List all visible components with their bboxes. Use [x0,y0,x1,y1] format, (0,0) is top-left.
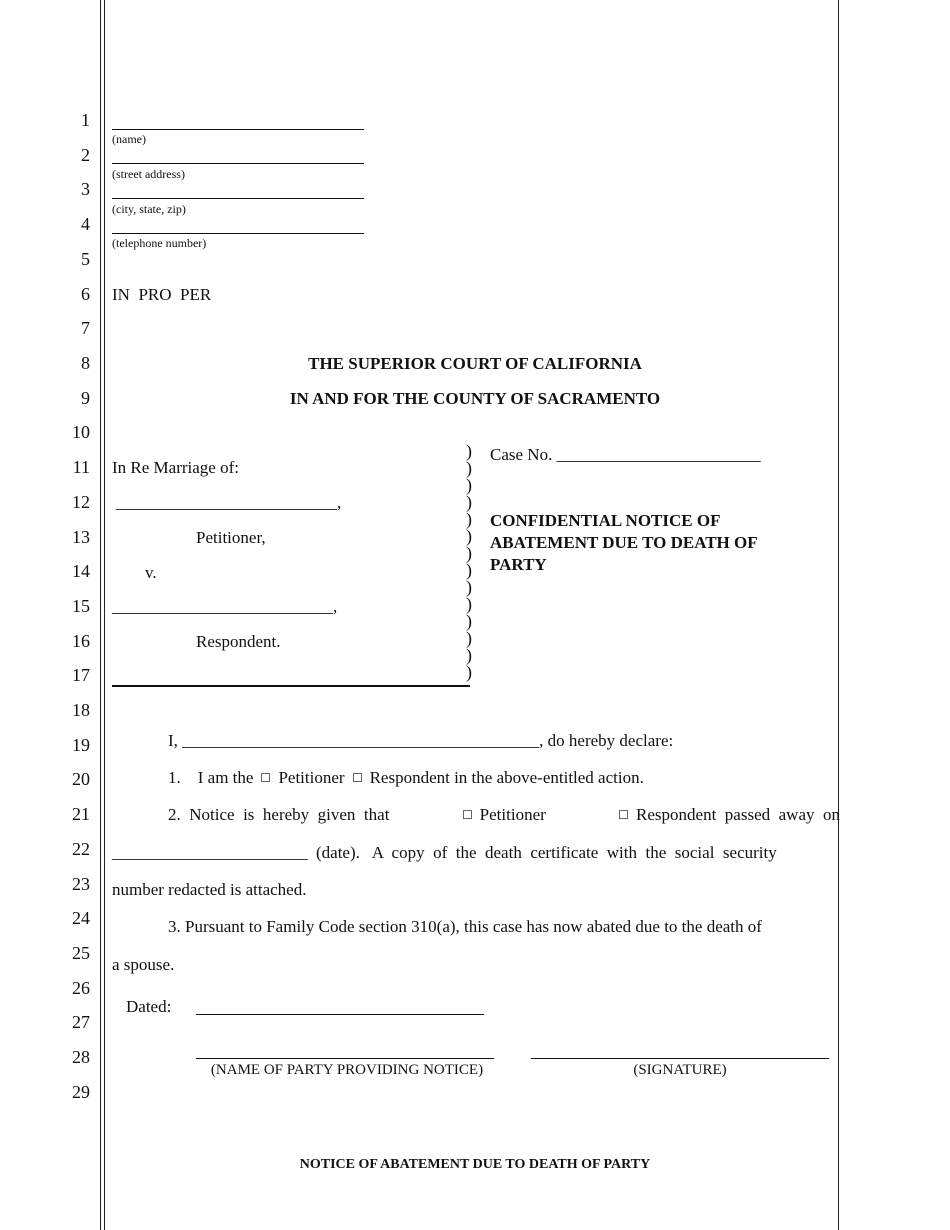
line-number: 5 [81,249,90,269]
party-name-line[interactable] [196,1058,494,1059]
item-1-petitioner: Petitioner [278,768,345,787]
line-number: 4 [81,214,90,234]
item-3-continued: a spouse. [112,955,175,974]
name-line[interactable] [112,129,364,130]
deceased-respondent-checkbox[interactable] [619,810,628,819]
respondent-checkbox[interactable] [353,773,362,782]
line-number: 7 [81,318,90,338]
deceased-petitioner-checkbox[interactable] [463,810,472,819]
caption-paren: ) [466,492,472,512]
item-1 [168,768,644,788]
telephone-label: (telephone number) [112,236,207,250]
line-number: 15 [72,596,90,616]
line-number: 20 [72,769,90,789]
line-number: 6 [81,284,90,304]
declarant-suffix: , do hereby declare: [539,731,674,750]
signature-label: (SIGNATURE) [633,1062,727,1078]
margin-line-left-outer [100,0,101,1230]
dated-label: Dated: [126,997,172,1016]
item-2-text: 2. Notice is hereby given that [168,805,390,824]
footer-title: NOTICE OF ABATEMENT DUE TO DEATH OF PARTY [299,1157,651,1172]
telephone-line[interactable] [112,233,364,234]
caption-paren: ) [466,441,472,461]
in-re-marriage: In Re Marriage of: [112,458,239,477]
line-number: 3 [81,179,90,199]
petitioner-label: Petitioner, [196,528,266,547]
caption-paren: ) [466,594,472,614]
caption-paren: ) [466,560,472,580]
item-2 [168,805,840,825]
name-label: (name) [112,132,146,146]
line-number: 9 [81,388,90,408]
caption-paren: ) [466,645,472,665]
in-pro-per: IN PRO PER [112,285,212,304]
line-number: 1 [81,110,90,130]
street-address-line[interactable] [112,163,364,164]
city-state-zip-label: (city, state, zip) [112,202,186,216]
item-2-respondent-option: Respondent passed away on [611,805,840,825]
item-1-prefix: 1. I am the [168,768,254,787]
declarant-name-blank[interactable]: __________________________________________ [182,731,540,750]
line-number: 19 [72,735,90,755]
item-3: 3. Pursuant to Family Code section 310(a), this case has now abated due to the death of [168,917,762,936]
party-name-label: (NAME OF PARTY PROVIDING NOTICE) [210,1062,484,1078]
line-number: 11 [72,457,90,477]
date-signed-line[interactable] [196,1014,484,1015]
line-number: 10 [72,422,90,442]
item-2-date-line[interactable]: _______________________ (date). A copy of the death certificate with the social security [112,843,777,862]
caption-paren: ) [466,662,472,682]
street-address-label: (street address) [112,167,185,181]
respondent-label: Respondent. [196,632,281,651]
line-number: 17 [72,665,90,685]
caption-paren: ) [466,543,472,563]
margin-line-left-inner [104,0,105,1230]
caption-paren: ) [466,475,472,495]
line-number: 8 [81,353,90,373]
item-2-petitioner-option: Petitioner [455,805,546,825]
line-number: 2 [81,145,90,165]
caption-paren: ) [466,509,472,529]
caption-paren: ) [466,577,472,597]
signature-line[interactable] [531,1058,829,1059]
caption-bottom-rule [112,685,470,687]
respondent-name-blank[interactable]: __________________________, [112,597,338,616]
city-state-zip-line[interactable] [112,198,364,199]
caption-paren: ) [466,458,472,478]
line-number: 29 [72,1082,90,1102]
line-number: 14 [72,561,90,581]
line-number: 25 [72,943,90,963]
line-number: 23 [72,874,90,894]
case-number[interactable]: Case No. ________________________ [490,445,761,464]
petitioner-checkbox[interactable] [261,773,270,782]
line-number: 28 [72,1047,90,1067]
declarant-prefix: I, [168,731,178,750]
margin-line-right [838,0,839,1230]
document-title: CONFIDENTIAL NOTICE OF ABATEMENT DUE TO DEATH OF PARTY [490,511,758,574]
petitioner-name-blank[interactable]: __________________________, [116,493,342,512]
versus-label: v. [145,563,157,582]
line-number: 22 [72,839,90,859]
line-number: 26 [72,978,90,998]
line-number: 21 [72,804,90,824]
line-number: 13 [72,527,90,547]
line-number: 18 [72,700,90,720]
line-number: 16 [72,631,90,651]
line-number: 27 [72,1012,90,1032]
caption-paren: ) [466,611,472,631]
court-county: IN AND FOR THE COUNTY OF SACRAMENTO [289,389,661,408]
caption-paren: ) [466,628,472,648]
caption-paren: ) [466,526,472,546]
declaration-line [168,731,673,751]
line-number: 24 [72,908,90,928]
item-2-redacted: number redacted is attached. [112,880,307,899]
court-name: THE SUPERIOR COURT OF CALIFORNIA [308,354,642,373]
line-number: 12 [72,492,90,512]
item-1-respondent: Respondent in the above-entitled action. [369,768,644,787]
